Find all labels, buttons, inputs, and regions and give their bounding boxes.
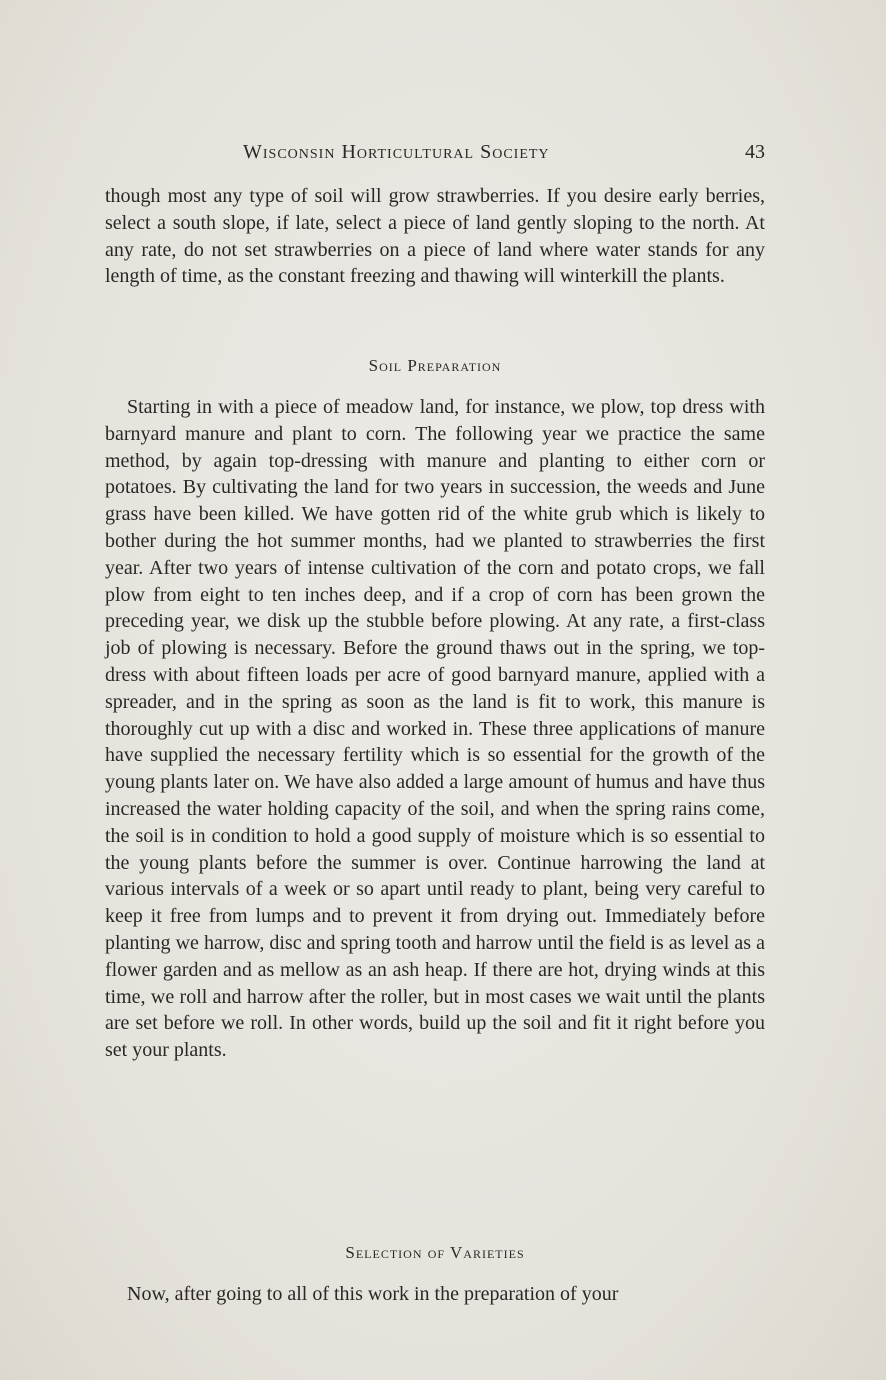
section-heading-soil-preparation: Soil Preparation bbox=[368, 356, 502, 375]
running-head: Wisconsin Horticultural Society bbox=[243, 141, 550, 163]
paragraph-text: though most any type of soil will grow strawberries. If you desire early berries, select a south slope, if late, select a piece of land gently sloping to the north. At any rate, do not set strawberries on a piece of land where water stands for any length of time, as the constant freezing and thawing will winterkill the plants. bbox=[105, 185, 765, 288]
paragraph-selection-of-varieties bbox=[105, 1281, 765, 1308]
paragraph-soil-preparation bbox=[105, 394, 765, 1064]
paragraph-continued bbox=[105, 183, 765, 290]
paragraph-text: Starting in with a piece of meadow land, for instance, we plow, top dress with barnyard manure and plant to corn. The following year we practice the same method, by again top-dressing with manure and planting to either corn or potatoes. By cultivating the land for two years in succession, the weeds and June grass have been killed. We have gotten rid of the white grub which is likely to bother during the hot summer months, had we planted to strawberries the first year. After two years of intense cultivation of the corn and potato crops, we fall plow from eight to ten inches deep, and if a crop of corn has been grown the preceding year, we disk up the stubble before plowing. At any rate, a first-class job of plowing is necessary. Before the ground thaws out in the spring, we top-dress with about fifteen loads per acre of good barnyard manure, applied with a spreader, and in the spring as soon as the land is fit to work, this manure is thoroughly cut up with a disc and worked in. These three applications of manure have supplied the necessary fertility which is so essential for the growth of the young plants later on. We have also added a large amount of humus and have thus increased the water holding capacity of the soil, and when the spring rains come, the soil is in condition to hold a good supply of moisture which is so essential to the young plants before the summer is over. Continue harrowing the land at various intervals of a week or so apart until ready to plant, being very careful to keep it free from lumps and to prevent it from drying out. Immediately before planting we harrow, disc and spring tooth and harrow until the field is as level as a flower garden and as mellow as an ash heap. If there are hot, drying winds at this time, we roll and harrow after the roller, but in most cases we wait until the plants are set before we roll. In other words, build up the soil and fit it right before you set your plants. bbox=[105, 396, 765, 1062]
section-heading-selection-of-varieties: Selection of Varieties bbox=[345, 1243, 525, 1262]
page-number: 43 bbox=[745, 141, 765, 163]
paragraph-text: Now, after going to all of this work in the preparation of your bbox=[127, 1283, 619, 1305]
page-header bbox=[243, 141, 765, 169]
